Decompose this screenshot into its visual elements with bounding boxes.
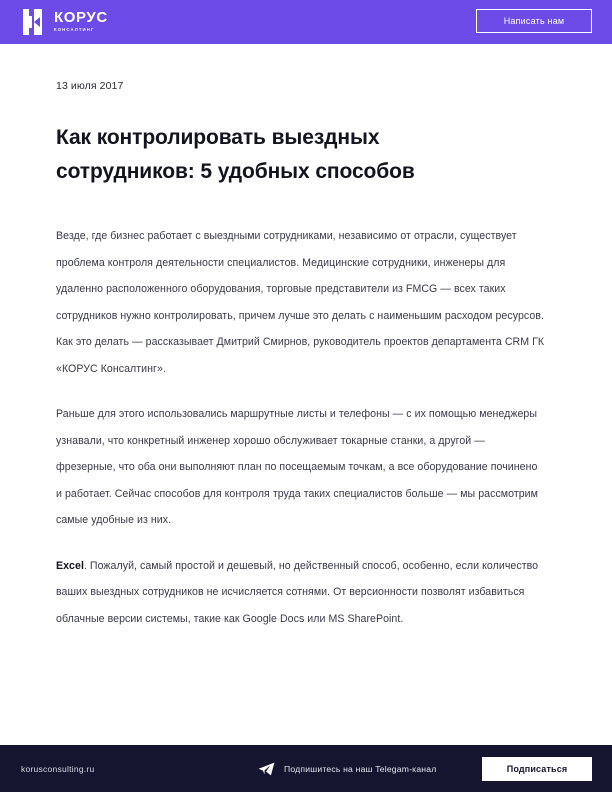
article-body: [0, 44, 612, 632]
korus-bracket-logo-icon: [23, 9, 46, 35]
brand-logo-text: [54, 9, 108, 33]
brand-tagline: КОНСАЛТИНГ: [54, 27, 95, 32]
site-footer: [0, 745, 612, 792]
paragraph: [56, 401, 546, 534]
site-url-link[interactable]: korusconsulting.ru: [21, 763, 95, 774]
subscribe-button[interactable]: Подписаться: [482, 757, 592, 781]
publication-date: 13 июля 2017: [56, 80, 124, 92]
article-paragraphs: [56, 223, 556, 632]
paragraph-text: Везде, где бизнес работает с выездными сотрудниками, независимо от отрасли, существует проблема контроля деятельности специалистов. Медицинские сотрудники, инженеры для удаленно расположенного оборудования, торговые представители из FMCG — всех таких сотрудников нужно контролировать, причем лучше это делать с наименьшим расходом ресурсов. Как это делать — рассказывает Дмитрий Смирнов, руководитель проектов департамента CRM ГК «КОРУС Консалтинг».: [56, 230, 545, 375]
brand-name: КОРУС: [54, 9, 108, 26]
page-title: Как контролировать выездных сотрудников: 5 удобных способов: [56, 126, 415, 183]
paragraph-lead-term: Excel: [56, 559, 84, 572]
paragraph: [56, 553, 546, 633]
telegram-paper-plane-icon: [258, 762, 275, 776]
telegram-subscribe-prompt[interactable]: [258, 762, 436, 776]
paragraph-text: Раньше для этого использовались маршрутные листы и телефоны — с их помощью менеджеры узнавали, что конкретный инженер хорошо обслуживает токарные станки, а другой — фрезерные, что оба они выполняют план по посещаемым точкам, а все оборудование починено и работает. Сейчас способов для контроля труда таких специалистов больше — мы рассмотрим самые удобные из них.: [56, 408, 538, 526]
paragraph-text: . Пожалуй, самый простой и дешевый, но действенный способ, особенно, если количество ваших выездных сотрудников не исчисляется сотнями. От версионности позволят избавиться облачные версии системы, такие как Google Docs или MS SharePoint.: [56, 559, 539, 625]
telegram-prompt-label: Подпишитесь на наш Telegam-канал: [284, 763, 437, 774]
contact-us-button[interactable]: Написать нам: [476, 9, 592, 33]
site-header: [0, 0, 612, 44]
brand-logo[interactable]: [23, 9, 108, 35]
paragraph: [56, 223, 546, 382]
